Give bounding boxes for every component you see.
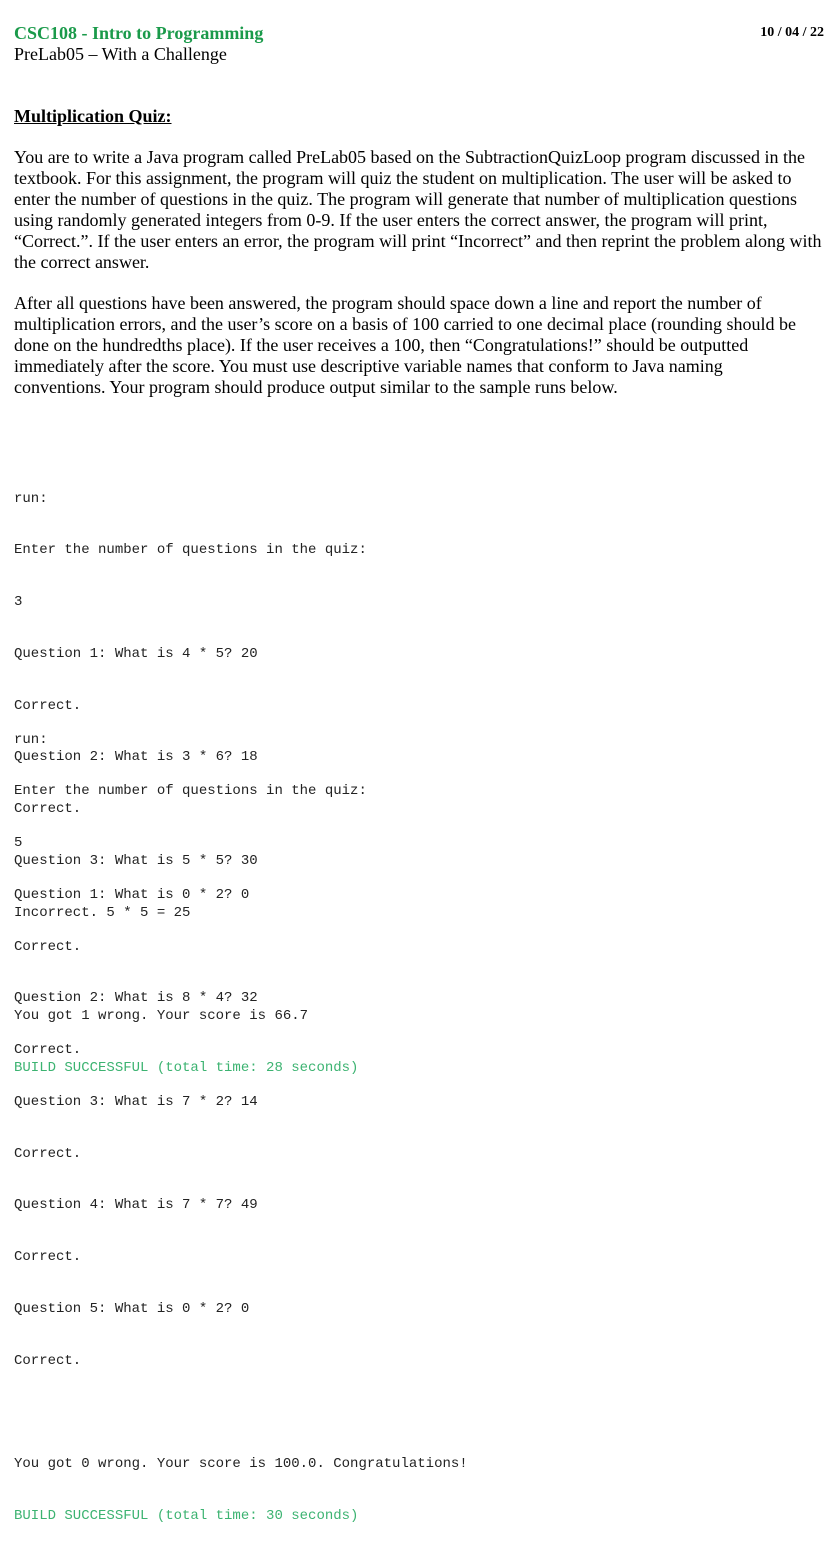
sample-run-2 xyxy=(14,697,814,1542)
console-line: Correct. xyxy=(14,1352,82,1369)
console-line: Question 2: What is 3 * 6? 18 xyxy=(14,749,258,766)
document-date: 10 / 04 / 22 xyxy=(760,25,824,40)
assignment-subtitle: PreLab05 – With a Challenge xyxy=(14,44,227,64)
console-line: Correct. xyxy=(14,1042,82,1058)
build-status-line: BUILD SUCCESSFUL (total time: 30 seconds) xyxy=(14,1507,359,1524)
console-line: Correct. xyxy=(14,938,82,955)
build-status-line: BUILD SUCCESSFUL (total time: 28 seconds) xyxy=(14,1059,359,1076)
paragraph-line: conventions. Your program should produce output similar to the sample runs below. xyxy=(14,377,618,397)
console-line: Enter the number of questions in the quiz: xyxy=(14,783,367,800)
console-line: You got 1 wrong. Your score is 66.7 xyxy=(14,1008,309,1024)
console-line: Correct. xyxy=(14,801,82,817)
console-line: Correct. xyxy=(14,1249,82,1265)
console-line: run: xyxy=(14,731,48,748)
course-title: CSC108 - Intro to Programming xyxy=(14,23,264,43)
console-blank-line xyxy=(14,1404,814,1421)
paragraph-line: textbook. For this assignment, the program will quiz the student on multiplication. The user will be asked to xyxy=(14,168,792,188)
console-line: run: xyxy=(14,490,48,507)
console-line: Question 5: What is 0 * 2? 0 xyxy=(14,1300,250,1317)
console-line: Enter the number of questions in the quiz: xyxy=(14,542,367,559)
paragraph-line: After all questions have been answered, the program should space down a line and report the number of xyxy=(14,293,762,313)
instructions-paragraph-2 xyxy=(14,293,826,398)
paragraph-line: using randomly generated integers from 0-9. If the user enters the correct answer, the program will print, xyxy=(14,210,768,230)
console-line: Question 2: What is 8 * 4? 32 xyxy=(14,990,258,1007)
console-line: Question 1: What is 4 * 5? 20 xyxy=(14,645,258,662)
console-line: Question 3: What is 5 * 5? 30 xyxy=(14,852,258,869)
console-line: You got 0 wrong. Your score is 100.0. Congratulations! xyxy=(14,1456,468,1472)
console-line: Question 1: What is 0 * 2? 0 xyxy=(14,886,250,903)
paragraph-line: multiplication errors, and the user’s score on a basis of 100 carried to one decimal place (rounding should be xyxy=(14,314,796,334)
console-line: Question 3: What is 7 * 2? 14 xyxy=(14,1093,258,1110)
paragraph-line: immediately after the score. You must use descriptive variable names that conform to Java naming xyxy=(14,356,723,376)
paragraph-line: the correct answer. xyxy=(14,252,150,272)
console-line: Correct. xyxy=(14,697,82,714)
paragraph-line: You are to write a Java program called PreLab05 based on the SubtractionQuizLoop program discussed in the xyxy=(14,147,805,167)
paragraph-line: “Correct.”. If the user enters an error, the program will print “Incorrect” and then reprint the problem along with xyxy=(14,231,822,251)
console-line: Correct. xyxy=(14,1145,82,1162)
document-header xyxy=(14,22,824,66)
paragraph-line: done on the hundredths place). If the user receives a 100, then “Congratulations!” should be outputted xyxy=(14,335,749,355)
console-line: Incorrect. 5 * 5 = 25 xyxy=(14,904,191,921)
console-line: 5 xyxy=(14,835,23,851)
paragraph-line: enter the number of questions in the quiz. The program will generate that number of multiplication questions xyxy=(14,189,797,209)
console-line: 3 xyxy=(14,594,23,610)
console-line: Question 4: What is 7 * 7? 49 xyxy=(14,1197,258,1214)
instructions-paragraph-1 xyxy=(14,147,826,273)
section-heading: Multiplication Quiz: xyxy=(14,106,172,126)
